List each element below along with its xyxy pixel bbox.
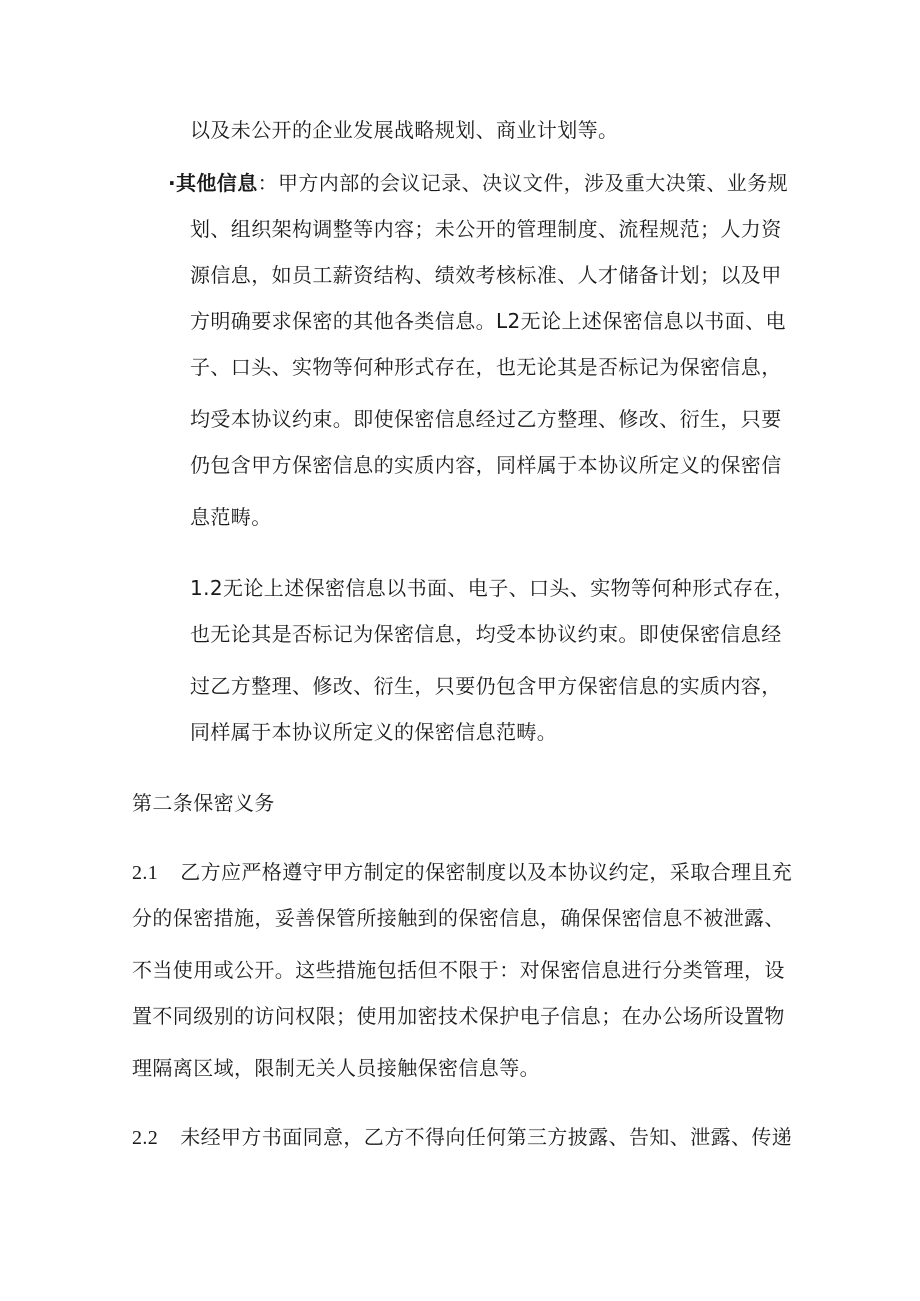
clause-2-1-line: 理隔离区域，限制无关人员接触保密信息等。 (132, 1056, 540, 1080)
bullet-marker: · (168, 171, 176, 195)
paragraph-line: 方明确要求保密的其他各类信息。L2无论上述保密信息以书面、电 (190, 309, 786, 333)
clause-number: 2.2 (132, 1127, 159, 1149)
clause-2-2 (132, 1122, 792, 1153)
paragraph-line: 仍包含甲方保密信息的实质内容，同样属于本协议所定义的保密信 (190, 453, 782, 477)
clause-1-2-line: 同样属于本协议所定义的保密信息范畴。 (190, 720, 558, 744)
clause-2-1-line: 分的保密措施，妥善保管所接触到的保密信息，确保保密信息不被泄露、 (132, 906, 785, 930)
clause-1-2-line: 过乙方整理、修改、衍生，只要仍包含甲方保密信息的实质内容， (190, 674, 782, 698)
paragraph-line: 划、组织架构调整等内容；未公开的管理制度、流程规范；人力资 (190, 217, 782, 241)
paragraph-line: 息范畴。 (190, 505, 272, 529)
clause-number: 2.1 (132, 862, 159, 884)
clause-2-1 (132, 857, 792, 888)
paragraph-line: 子、口头、实物等何种形式存在，也无论其是否标记为保密信息， (190, 355, 782, 379)
paragraph-line: 以及未公开的企业发展战略规划、商业计划等。 (190, 118, 619, 142)
clause-2-1-line: 不当使用或公开。这些措施包括但不限于：对保密信息进行分类管理，设 (132, 958, 785, 982)
section-heading: 第二条保密义务 (132, 791, 275, 815)
bullet-text: ：甲方内部的会议记录、决议文件，涉及重大决策、业务规 (257, 171, 789, 195)
clause-text: 乙方应严格遵守甲方制定的保密制度以及本协议约定，采取合理且充 (180, 860, 793, 884)
clause-text: 未经甲方书面同意，乙方不得向任何第三方披露、告知、泄露、传递 (180, 1125, 793, 1149)
clause-1-2-line: 也无论其是否标记为保密信息，均受本协议约束。即使保密信息经 (190, 622, 782, 646)
clause-2-1-line: 置不同级别的访问权限；使用加密技术保护电子信息；在办公场所设置物 (132, 1004, 785, 1028)
paragraph-line: 均受本协议约束。即使保密信息经过乙方整理、修改、衍生，只要 (190, 407, 782, 431)
bullet-term: 其他信息 (176, 171, 258, 195)
bullet-item-other-info (168, 168, 788, 198)
clause-1-2-line: 1.2无论上述保密信息以书面、电子、口头、实物等何种形式存在， (190, 576, 795, 600)
paragraph-line: 源信息，如员工薪资结构、绩效考核标准、人才储备计划；以及甲 (190, 263, 782, 287)
